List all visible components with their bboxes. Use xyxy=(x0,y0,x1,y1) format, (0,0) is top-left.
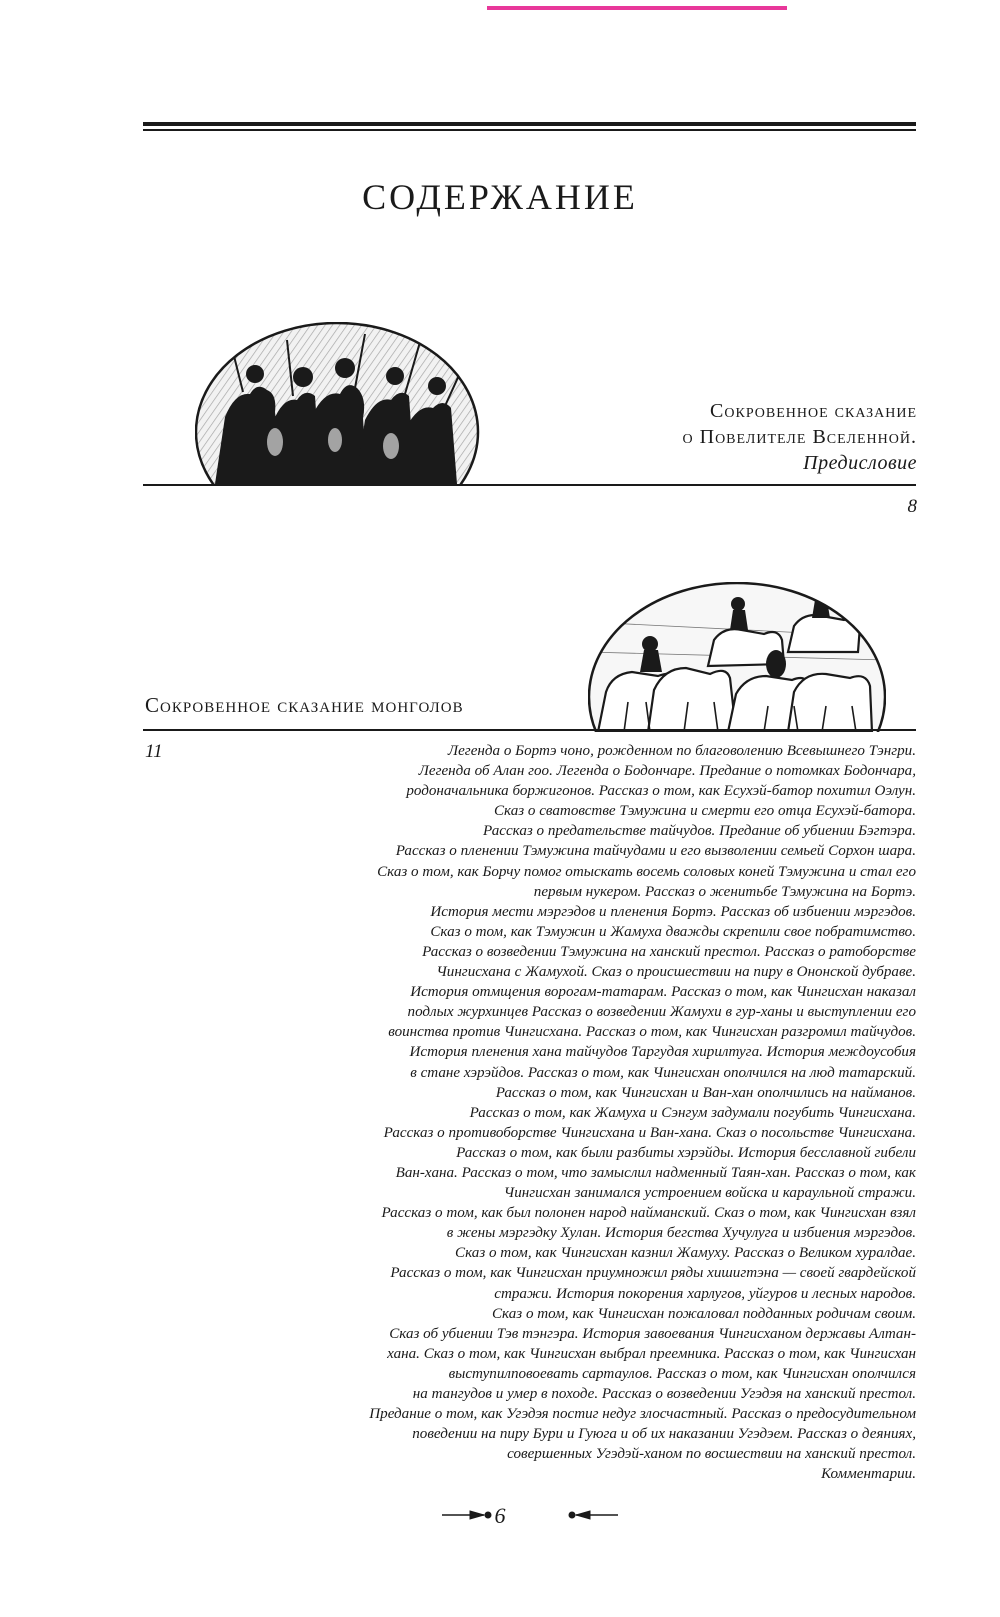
description-line: Рассказ о том, как Чингисхан приумножил ряды хишигтэна — своей гвардейской xyxy=(390,1265,916,1282)
description-line: Сказ о сватовстве Тэмужина и смерти его отца Есухэй-батора. xyxy=(493,803,916,820)
description-line: родоначальника боржигонов. Рассказ о том, как Есухэй-батор похитил Оэлун. xyxy=(406,783,916,800)
toc-entry-main-title[interactable]: Сокровенное сказание монголов xyxy=(145,693,464,717)
description-line: первым нукером. Рассказ о женитьбе Тэмужина на Бортэ. xyxy=(533,883,916,900)
description-line: выступилповоевать сартаулов. Рассказ о том, как Чингисхан ополчился xyxy=(448,1365,916,1382)
description-line: на тангудов и умер в походе. Рассказ о возведении Угэдэя на ханский престол. xyxy=(412,1386,916,1402)
description-line: История мести мэргэдов и пленения Бортэ. Рассказ об избиении мэргэдов. xyxy=(430,903,916,920)
toc-divider-2 xyxy=(143,729,916,731)
description-line: Сказ о том, как Тэмужин и Жамуха дважды скрепили свое побратимство. xyxy=(430,923,916,940)
description-line: Легенда об Алан гоо. Легенда о Бодончаре. Предание о потомках Бодончара, xyxy=(418,763,916,780)
description-line: Сказ о том, как Чингисхан казнил Жамуху. Рассказ о Великом хуралдае. xyxy=(455,1245,916,1262)
description-line: совершенных Угэдэй-ханом по восшествии на ханский престол. xyxy=(507,1446,916,1463)
description-line: История отмщения ворогам-татарам. Рассказ о том, как Чингисхан наказал xyxy=(410,984,916,1001)
description-line: Сказ о том, как Чингисхан пожаловал подданных родичам своим. xyxy=(491,1305,916,1322)
toc-divider-1 xyxy=(143,484,916,486)
description-line: Рассказ о пленении Тэмужина тайчудами и его вызволении семьей Сорхон шара. xyxy=(395,843,916,860)
description-line: Легенда о Бортэ чоно, рожденном по благоволению Всевышнего Тэнгри. xyxy=(447,743,916,759)
toc-entry-main-description xyxy=(276,741,916,1484)
toc-entry-preface-title-line-2: о Повелителе Вселенной. xyxy=(682,426,917,448)
toc-entry-main-page: 11 xyxy=(145,741,163,762)
description-line: стражи. История покорения харлугов, уйгуров и лесных народов. xyxy=(494,1285,916,1302)
description-line: История пленения хана тайчудов Таргудая хирилтуга. История междоусобия xyxy=(409,1044,916,1061)
description-line: Сказ о том, как Борчу помог отыскать восемь соловых коней Тэмужина и стал его xyxy=(377,863,916,880)
description-line: Чингисхан занимался устроением войска и караульной стражи. xyxy=(503,1185,916,1202)
description-line: воинства против Чингисхана. Рассказ о том, как Чингисхан разгромил тайчудов. xyxy=(388,1024,916,1041)
description-line: в жены мэргэдку Хулан. История бегства Хучулуга и избиения мэргэдов. xyxy=(446,1225,916,1242)
page-title: СОДЕРЖАНИЕ xyxy=(362,177,638,218)
description-line: Комментарии. xyxy=(821,1466,916,1483)
header-double-rule xyxy=(143,122,916,131)
description-line: Рассказ о предательстве тайчудов. Предание об убиении Бэгтэра. xyxy=(483,823,916,840)
description-line: Рассказ о том, как Чингисхан и Ван-хан ополчились на найманов. xyxy=(495,1084,916,1101)
description-line: Рассказ о том, как были разбиты хэрэйды. История бесславной гибели xyxy=(456,1144,916,1161)
description-line: Рассказ о том, как был полонен народ найманский. Сказ о том, как Чингисхан взял xyxy=(381,1205,916,1222)
description-line: Рассказ о том, как Жамуха и Сэнгум задумали погубить Чингисхана. xyxy=(469,1104,916,1121)
horsemen-oval-illustration-1 xyxy=(195,322,480,484)
toc-entry-preface[interactable] xyxy=(683,398,917,476)
toc-entry-preface-title-line-1: Сокровенное сказание xyxy=(710,400,917,422)
description-line: хана. Сказ о том, как Чингисхан выбрал преемника. Рассказ о том, как Чингисхан xyxy=(387,1345,916,1362)
footer-page-number: 6 xyxy=(494,1503,506,1528)
toc-entry-preface-page: 8 xyxy=(907,496,917,517)
toc-entry-preface-subtitle: Предисловие xyxy=(803,452,917,474)
description-line: поведении на пиру Бури и Гуюга и об их наказании Угэдэем. Рассказ о деяниях, xyxy=(412,1426,916,1443)
top-accent-bar xyxy=(487,6,787,10)
description-line: Сказ об убиении Тэв тэнгэра. История завоевания Чингисханом державы Алтан- xyxy=(389,1325,916,1342)
description-line: Предание о том, как Угэдэя постиг недуг злосчастный. Рассказ о предосудительном xyxy=(369,1406,916,1423)
description-line: Рассказ о возведении Тэмужина на ханский престол. Рассказ о ратоборстве xyxy=(422,943,916,960)
description-line: Ван-хана. Рассказ о том, что замыслил надменный Таян-хан. Рассказ о том, как xyxy=(395,1164,916,1181)
description-line: подлых журхинцев Рассказ о возведении Жамухи в гур-ханы и выступлении его xyxy=(407,1004,916,1021)
description-line: в стане хэрэйдов. Рассказ о том, как Чингисхан ополчился на люд татарский. xyxy=(410,1064,916,1081)
horsemen-oval-illustration-2 xyxy=(588,582,886,732)
description-line: Чингисхана с Жамухой. Сказ о происшествии на пиру в Ононской дубраве. xyxy=(436,964,916,981)
description-line: Рассказ о противоборстве Чингисхана и Ван-хана. Сказ о посольстве Чингисхана. xyxy=(383,1124,916,1141)
